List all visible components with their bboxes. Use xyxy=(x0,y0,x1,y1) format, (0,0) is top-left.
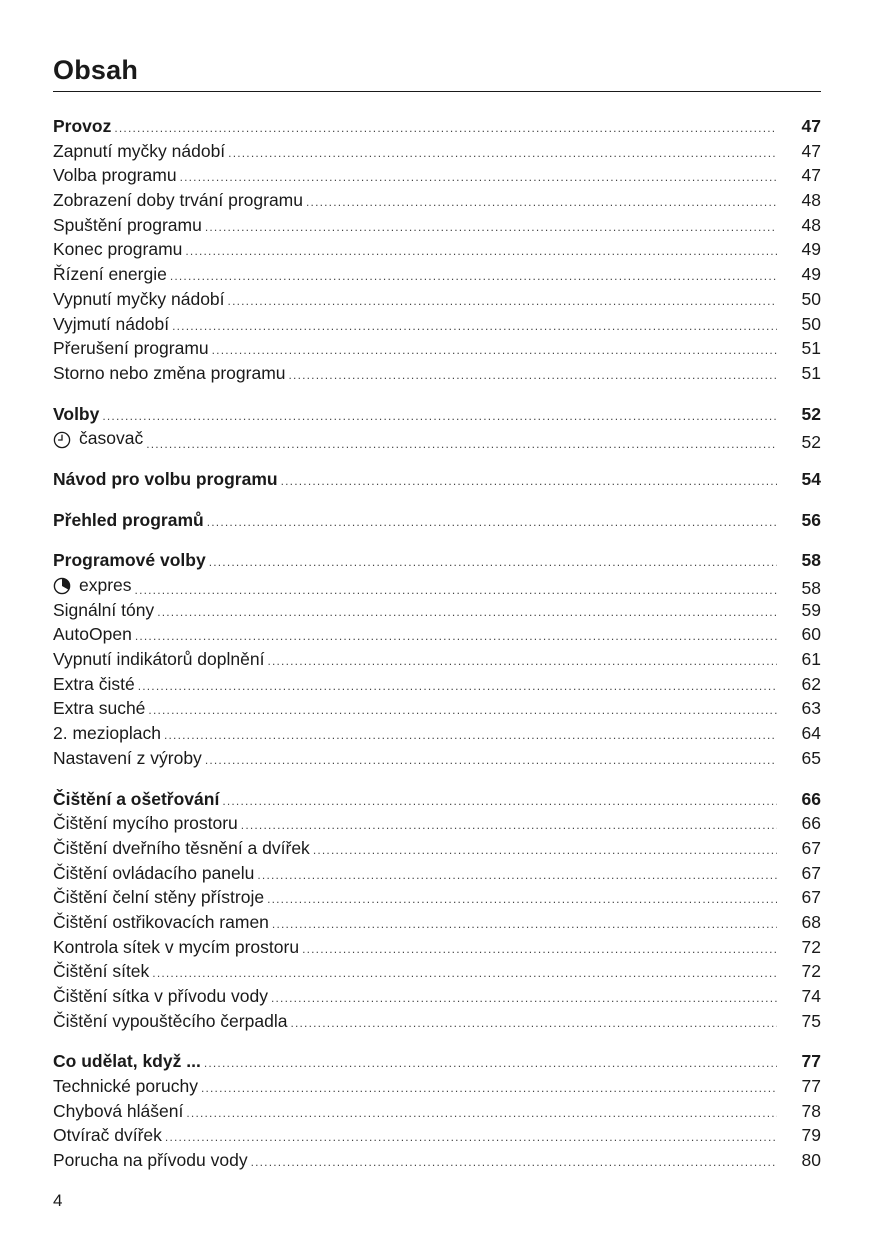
toc-entry-text: Konec programu xyxy=(53,239,183,260)
toc-entry-text: Čištění ostřikovacích ramen xyxy=(53,911,269,932)
toc-entry-text: 2. mezioplach xyxy=(53,723,161,744)
dot-leader xyxy=(180,165,777,190)
toc-page-number: 75 xyxy=(801,1010,821,1031)
dot-leader xyxy=(165,1125,777,1150)
toc-entry-label xyxy=(53,361,286,386)
toc-entry-label xyxy=(53,696,145,721)
toc-entry[interactable] xyxy=(53,336,821,361)
toc-page-number: 79 xyxy=(801,1125,821,1146)
toc-page-number: 72 xyxy=(801,936,821,957)
toc-section-heading[interactable] xyxy=(53,787,821,812)
toc-entry-label xyxy=(53,746,202,771)
toc-section xyxy=(53,548,821,770)
toc-section xyxy=(53,402,821,451)
toc-entry[interactable] xyxy=(53,573,821,598)
toc-section xyxy=(53,1049,821,1172)
toc-page-number: 65 xyxy=(801,747,821,768)
toc-page-number: 54 xyxy=(801,468,821,489)
toc-heading-label xyxy=(53,787,219,812)
toc-section-heading[interactable] xyxy=(53,508,821,533)
toc-page-number: 49 xyxy=(801,239,821,260)
dot-leader xyxy=(185,239,777,264)
toc-entry-label xyxy=(53,598,154,623)
toc-entry-label xyxy=(53,1148,248,1173)
toc-entry-text: Spuštění programu xyxy=(53,214,202,235)
toc-entry[interactable] xyxy=(53,836,821,861)
toc-page-number: 66 xyxy=(801,813,821,834)
toc-page-number: 74 xyxy=(801,986,821,1006)
toc-entry-label xyxy=(53,672,135,697)
toc-section-heading[interactable] xyxy=(53,402,821,427)
toc-entry-label xyxy=(53,1099,183,1124)
dot-leader xyxy=(138,674,777,699)
dot-leader xyxy=(172,314,777,339)
toc-entry-text: Zobrazení doby trvání programu xyxy=(53,190,303,211)
toc-entry-label xyxy=(53,984,268,1009)
toc-page-number: 52 xyxy=(801,431,821,452)
toc-section-heading[interactable] xyxy=(53,467,821,492)
page-number: 4 xyxy=(53,1191,63,1210)
dot-leader xyxy=(228,141,777,166)
toc-page-number: 64 xyxy=(801,723,821,744)
dot-leader xyxy=(271,986,777,1011)
toc-heading-text: Programové volby xyxy=(53,550,206,571)
toc-page-number: 67 xyxy=(801,862,821,883)
toc-entry-text: Řízení energie xyxy=(53,264,167,285)
toc-page-number: 56 xyxy=(801,509,821,530)
toc-heading-label xyxy=(53,548,206,573)
toc-page-number: 51 xyxy=(801,338,821,359)
toc-page-number: 80 xyxy=(801,1150,821,1171)
toc-entry-label xyxy=(53,336,209,361)
toc-page-number: 72 xyxy=(801,961,821,982)
toc-entry[interactable] xyxy=(53,811,821,836)
toc-entry[interactable] xyxy=(53,361,821,386)
toc-entry-label xyxy=(53,885,264,910)
toc-heading-label xyxy=(53,402,99,427)
toc-page-number: 47 xyxy=(801,116,821,136)
toc-page-number: 60 xyxy=(801,624,821,645)
clock-icon xyxy=(53,431,71,449)
dot-leader xyxy=(186,1101,777,1126)
toc-section-heading[interactable] xyxy=(53,114,821,139)
toc-entry-label xyxy=(53,573,132,598)
toc-page-number: 48 xyxy=(801,214,821,235)
dot-leader xyxy=(205,748,777,773)
dot-leader xyxy=(267,649,777,674)
toc-heading-text: Přehled programů xyxy=(53,509,204,530)
dot-leader xyxy=(257,863,777,888)
toc-entry-text: Čištění dveřního těsnění a dvířek xyxy=(53,837,310,858)
toc-entry[interactable] xyxy=(53,885,821,910)
toc-page-number: 78 xyxy=(801,1100,821,1121)
toc-entry-text: Čištění sítek xyxy=(53,961,150,982)
dot-leader xyxy=(102,404,777,429)
toc-entry[interactable] xyxy=(53,426,821,451)
toc-entry[interactable] xyxy=(53,1074,821,1099)
toc-entry-label xyxy=(53,910,269,935)
toc-entry[interactable] xyxy=(53,262,821,287)
toc-page-number: 52 xyxy=(801,403,821,424)
toc-entry-label xyxy=(53,811,238,836)
toc-section xyxy=(53,114,821,386)
dot-leader xyxy=(157,600,777,625)
express-timer-icon xyxy=(53,577,71,595)
toc-entry[interactable] xyxy=(53,910,821,935)
toc-entry-text: Čištění ovládacího panelu xyxy=(53,862,255,883)
toc-entry-text: Vyjmutí nádobí xyxy=(53,313,170,334)
dot-leader xyxy=(222,789,777,814)
toc-entry-text: Čištění sítka v přívodu vody xyxy=(53,986,268,1006)
dot-leader xyxy=(170,264,777,289)
toc-entry-label xyxy=(53,647,264,672)
dot-leader xyxy=(267,887,777,912)
dot-leader xyxy=(302,937,777,962)
toc-entry-text: Přerušení programu xyxy=(53,338,209,359)
dot-leader xyxy=(281,469,777,494)
toc-page-number: 58 xyxy=(801,578,821,599)
toc-entry-label xyxy=(53,622,132,647)
toc-entry-text: Vypnutí indikátorů doplnění xyxy=(53,649,265,670)
toc-page-number: 68 xyxy=(801,911,821,932)
toc-entry-label xyxy=(53,1009,287,1034)
dot-leader xyxy=(204,1051,777,1076)
toc-entry-text: Zapnutí myčky nádobí xyxy=(53,140,226,161)
toc-entry-text: Otvírač dvířek xyxy=(53,1125,162,1146)
toc-entry[interactable] xyxy=(53,1123,821,1148)
toc-entry[interactable] xyxy=(53,647,821,672)
toc-section xyxy=(53,508,821,533)
dot-leader xyxy=(212,338,777,363)
toc-entry[interactable] xyxy=(53,213,821,238)
toc-entry-text: Kontrola sítek v mycím prostoru xyxy=(53,936,300,957)
toc-entry-label xyxy=(53,1123,162,1148)
toc-entry-label xyxy=(53,1074,198,1099)
toc-entry[interactable] xyxy=(53,622,821,647)
toc-entry[interactable] xyxy=(53,1148,821,1173)
toc-entry-label xyxy=(53,163,177,188)
toc-entry-text: časovač xyxy=(79,428,144,449)
toc-section xyxy=(53,787,821,1034)
toc-entry-text: Extra čisté xyxy=(53,673,135,694)
toc-entry-text: Porucha na přívodu vody xyxy=(53,1150,248,1171)
toc-heading-label xyxy=(53,508,204,533)
toc-page-number: 61 xyxy=(801,649,821,670)
toc-entry-text: expres xyxy=(79,575,132,595)
toc-entry[interactable] xyxy=(53,861,821,886)
toc-entry-text: Signální tóny xyxy=(53,599,155,620)
page-title: Obsah xyxy=(53,55,139,85)
toc-entry[interactable] xyxy=(53,188,821,213)
toc-heading-text: Návod pro volbu programu xyxy=(53,468,278,489)
toc-page-number: 67 xyxy=(801,837,821,858)
toc-entry[interactable] xyxy=(53,139,821,164)
dot-leader xyxy=(209,550,777,575)
dot-leader xyxy=(148,698,777,723)
toc-page-number: 47 xyxy=(801,165,821,186)
toc-entry-text: Chybová hlášení xyxy=(53,1100,184,1121)
toc-page-number: 51 xyxy=(801,362,821,383)
toc-section-heading[interactable] xyxy=(53,1049,821,1074)
toc-page-number: 50 xyxy=(801,313,821,334)
dot-leader xyxy=(289,363,778,388)
toc-entry-label xyxy=(53,287,225,312)
toc-page-number: 58 xyxy=(801,550,821,571)
dot-leader xyxy=(146,432,777,457)
toc-entry-text: Čištění čelní stěny přístroje xyxy=(53,887,265,908)
dot-leader xyxy=(306,190,777,215)
dot-leader xyxy=(241,813,777,838)
toc-page-number: 66 xyxy=(801,788,821,809)
dot-leader xyxy=(207,510,777,535)
toc-entry[interactable] xyxy=(53,1009,821,1034)
toc-entry-label xyxy=(53,935,299,960)
toc-page-number: 50 xyxy=(801,288,821,309)
toc-entry-text: Storno nebo změna programu xyxy=(53,362,286,383)
toc-entry-label xyxy=(53,721,161,746)
title-divider xyxy=(53,91,821,92)
toc-entry[interactable] xyxy=(53,163,821,188)
toc-entry[interactable] xyxy=(53,721,821,746)
toc-heading-label xyxy=(53,467,278,492)
toc-entry[interactable] xyxy=(53,696,821,721)
toc-entry-label xyxy=(53,237,182,262)
toc-entry-label xyxy=(53,188,303,213)
dot-leader xyxy=(152,961,777,986)
toc-entry-label xyxy=(53,213,202,238)
toc-entry[interactable] xyxy=(53,959,821,984)
dot-leader xyxy=(201,1076,777,1101)
toc-entry-text: Extra suché xyxy=(53,698,146,719)
dot-leader xyxy=(251,1150,777,1175)
dot-leader xyxy=(164,723,777,748)
toc-page-number: 49 xyxy=(801,264,821,285)
dot-leader xyxy=(114,116,777,141)
toc-heading-text: Co udělat, když ... xyxy=(53,1051,201,1072)
dot-leader xyxy=(135,624,777,649)
toc-page-number: 67 xyxy=(801,887,821,908)
toc-entry-label xyxy=(53,959,149,984)
toc-entry[interactable] xyxy=(53,746,821,771)
dot-leader xyxy=(313,838,777,863)
toc-page-number: 62 xyxy=(801,673,821,694)
toc-heading-text: Volby xyxy=(53,403,100,424)
toc-entry[interactable] xyxy=(53,312,821,337)
toc-entry-label xyxy=(53,426,143,451)
toc-entry[interactable] xyxy=(53,935,821,960)
toc-page-number: 48 xyxy=(801,190,821,211)
toc-section xyxy=(53,467,821,492)
toc-entry-label xyxy=(53,262,167,287)
toc-entry-text: Technické poruchy xyxy=(53,1076,198,1097)
table-of-contents xyxy=(53,114,821,1173)
toc-page-number: 63 xyxy=(801,698,821,719)
toc-heading-text: Čištění a ošetřování xyxy=(53,788,220,809)
toc-entry-text: AutoOpen xyxy=(53,624,132,645)
toc-entry[interactable] xyxy=(53,672,821,697)
toc-entry-label xyxy=(53,312,169,337)
dot-leader xyxy=(205,215,777,240)
toc-page-number: 77 xyxy=(801,1076,821,1097)
toc-entry-label xyxy=(53,139,225,164)
toc-entry-text: Volba programu xyxy=(53,165,177,186)
toc-page-number: 77 xyxy=(801,1051,821,1072)
dot-leader xyxy=(228,289,777,314)
toc-entry[interactable] xyxy=(53,287,821,312)
dot-leader xyxy=(272,912,777,937)
toc-entry-label xyxy=(53,836,310,861)
toc-entry[interactable] xyxy=(53,237,821,262)
toc-entry[interactable] xyxy=(53,1099,821,1124)
toc-page-number: 59 xyxy=(801,599,821,620)
toc-entry-text: Čištění mycího prostoru xyxy=(53,813,238,834)
toc-entry-text: Čištění vypouštěcího čerpadla xyxy=(53,1010,288,1031)
toc-entry[interactable] xyxy=(53,598,821,623)
toc-entry-text: Vypnutí myčky nádobí xyxy=(53,288,225,309)
toc-heading-label xyxy=(53,1049,201,1074)
toc-page-number: 47 xyxy=(801,140,821,161)
toc-section-heading[interactable] xyxy=(53,548,821,573)
toc-entry[interactable] xyxy=(53,984,821,1009)
toc-entry-label xyxy=(53,861,254,886)
dot-leader xyxy=(290,1011,777,1036)
toc-heading-text: Provoz xyxy=(53,116,112,136)
toc-entry-text: Nastavení z výroby xyxy=(53,747,202,768)
toc-heading-label xyxy=(53,114,111,139)
